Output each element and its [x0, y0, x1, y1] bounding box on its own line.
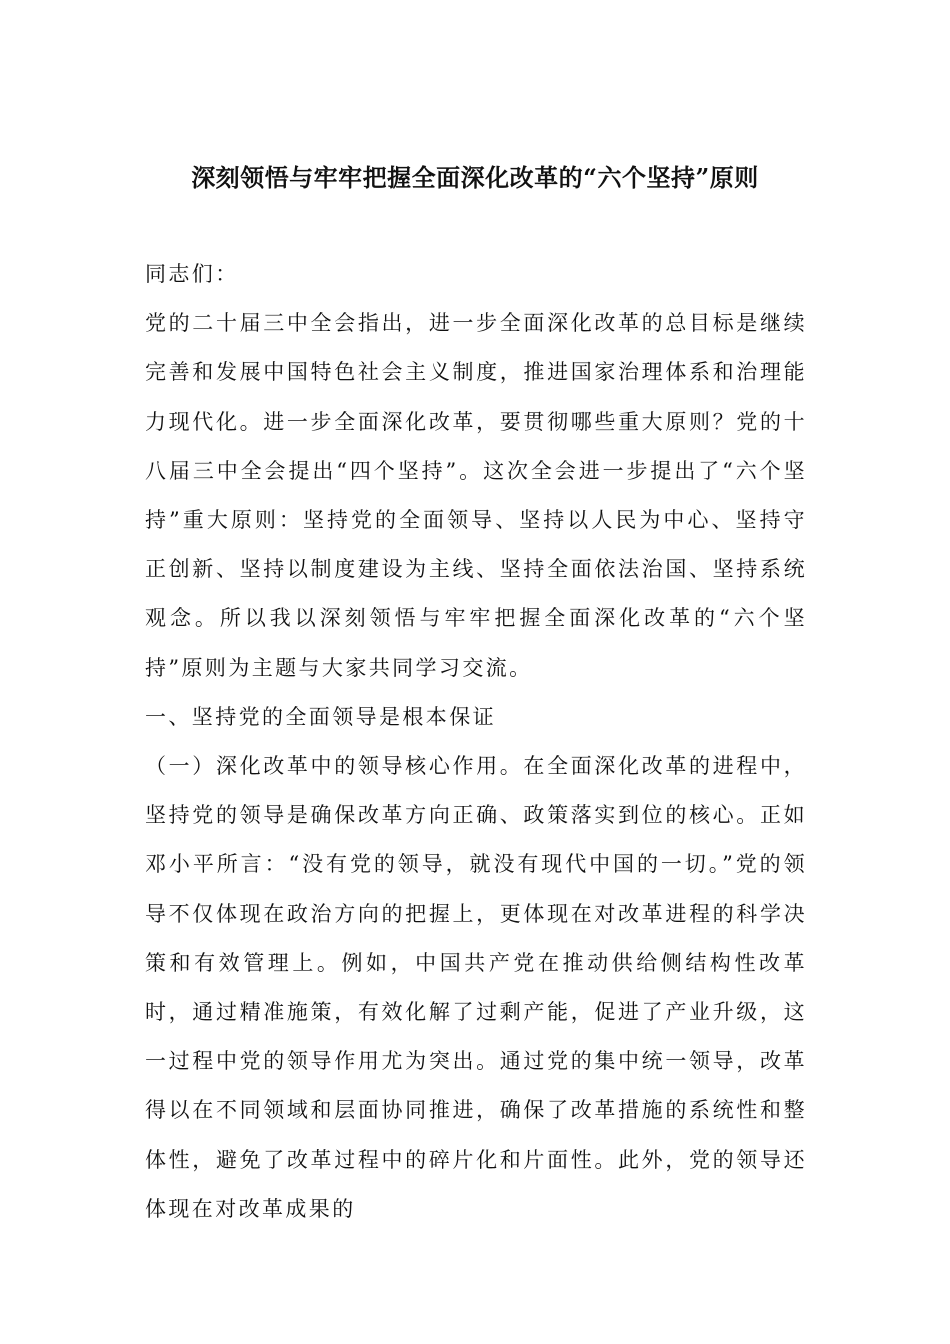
salutation: 同志们： — [145, 262, 239, 286]
paragraph-intro: 党的二十届三中全会指出，进一步全面深化改革的总目标是继续完善和发展中国特色社会主义制度，推进国家治理体系和治理能力现代化。进一步全面深化改革，要贯彻哪些重大原则？党的十八届三中全会提出“四个坚持”。这次全会进一步提出了“六个坚持”重大原则：坚持党的全面领导、坚持以人民为中心、坚持守正创新、坚持以制度建设为主线、坚持全面依法治国、坚持系统观念。所以我以深刻领悟与牢牢把握全面深化改革的“六个坚持”原则为主题与大家共同学习交流。 — [145, 311, 807, 680]
document-body — [145, 250, 807, 1234]
paragraph-leadership: （一）深化改革中的领导核心作用。在全面深化改革的进程中，坚持党的领导是确保改革方向正确、政策落实到位的核心。正如邓小平所言：“没有党的领导，就没有现代中国的一切。”党的领导不仅体现在政治方向的把握上，更体现在对改革进程的科学决策和有效管理上。例如，中国共产党在推动供给侧结构性改革时，通过精准施策，有效化解了过剩产能，促进了产业升级，这一过程中党的领导作用尤为突出。通过党的集中统一领导，改革得以在不同领域和层面协同推进，确保了改革措施的系统性和整体性，避免了改革过程中的碎片化和片面性。此外，党的领导还体现在对改革成果的 — [145, 754, 807, 1221]
section-heading: 一、坚持党的全面领导是根本保证 — [145, 704, 496, 729]
document-title: 深刻领悟与牢牢把握全面深化改革的“六个坚持”原则 — [191, 163, 759, 192]
